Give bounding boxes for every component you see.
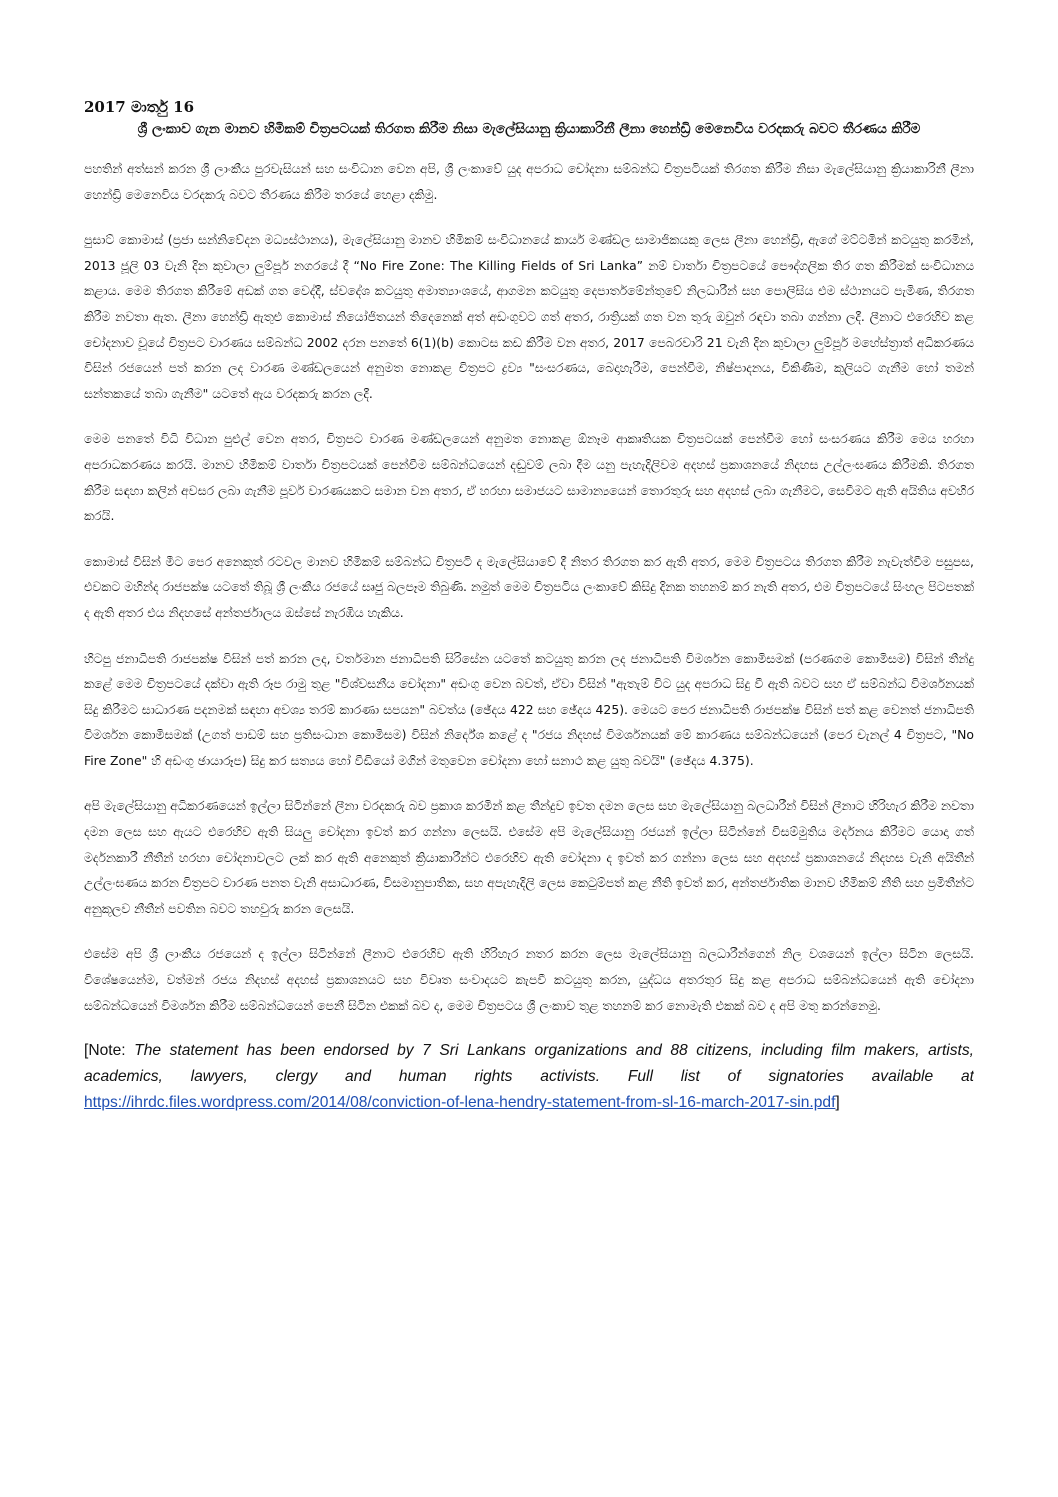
paragraph-3: මෙම පනතේ විධි විධාන පුළුල් වෙන අතර, චිත්‍රපට වාරණ මණ්ඩලයෙන් අනුමත නොකළ ඕනෑම ආකෘතියක චිත්‍රපටයක් පෙන්වීම හෝ සංසරණය කිරීම මෙය හරහා අපරාධකරණය කරයි. මානව හිමිකම් වාර්තා චිත්‍රපටයක් පෙන්වීම සම්බන්ධයෙන් දඬුවම් ලබා දීම යනු පැහැදිලිවම අදහස් ප්‍රකාශනයේ නිදහස උල්ලංඝණය කිරීමකි. තිරගත කිරීම සඳහා කලින් අවසර ලබා ගැනීම පූර්ව වාරණයකට සමාන වන අතර, ඒ හරහා සමාජයට සාමාන්‍යයෙන් තොරතුරු සහ අදහස් ලබා ගැනීමට, සෙවීමට ඇති අයිතිය අවහිර කරයි.	[84, 431, 974, 524]
paragraph-7: එසේම අපි ශ්‍රී ලාංකීය රජයෙන් ද ඉල්ලා සිටින්නේ ලීනාට එරෙහිව ඇති හිරිහැර නතර කරන ලෙස මැලේසියානු බලධාරීන්ගෙන් නිල වශයෙන් ඉල්ලා සිටින ලෙසයි. විශේෂයෙන්ම, වත්මන් රජය නිදහස් අදහස් ප්‍රකාශනයට සහ විවෘත සංවාදයට කැපවී කටයුතු කරන, යුද්ධය අතරතුර සිදු කළ අපරාධ සම්බන්ධයෙන් ඇති චෝදනා සම්බන්ධයෙන් විමර්ශන කිරීම සම්බන්ධයෙන් පෙනී සිටින එකක් බව ද, මෙම චිත්‍රපටය ශ්‍රී ලංකාව තුළ තහනම් කර නොමැති එකක් බව ද අපි මතු කරන්නෙමු.	[84, 946, 974, 1013]
signatories-link[interactable]: https://ihrdc.files.wordpress.com/2014/08/conviction-of-lena-hendry-statement-from-sl-16-march-2017-sin.pdf	[84, 1094, 836, 1112]
document-page	[84, 96, 974, 1466]
paragraph-5: හිටපු ජනාධිපති රාජපක්ෂ විසින් පත් කරන ලද, වර්තමාන ජනාධිපති සිරිසේන යටතේ කටයුතු කරන ලද ජනාධිපති විමර්ශන කොමිසමක් (පරණගම කොමිසම) විසින් තීන්දු කළේ මෙම චිත්‍රපටයේ දක්වා ඇති රූප රාමු තුළ "විශ්වසනීය චෝදනා" අඩංගු වෙන බවත්, ඒවා විසින් "ඇතැම් විට යුද අපරාධ සිදු වී ඇති බවට සහ ඒ සම්බන්ධ විමර්ශනයක් සිදු කිරීමට සාධාරණ පදනමක් සඳහා අවශ්‍ය තරම් කාරණා සපයන" බවත්ය (ඡේදය 422 සහ ඡේදය 425). මෙයට පෙර ජනාධිපති රාජපක්ෂ විසින් පත් කළ වෙනත් ජනාධිපති විමර්ශන කොමිසමක් (උගත් පාඩම් සහ ප්‍රතිසංධාන කොමිසම) විසින් නිර්දේශ කළේ ද "රජය නිදහස් විමර්ශනයක් මේ කාරණය සම්බන්ධයෙන් (පෙර චැනල් 4 චිත්‍රපට, "No Fire Zone" හි අඩංගු ඡායාරූප) සිදු කර සත්‍යය හෝ වීඩියෝ මගින් මතුවෙන චෝදනා හෝ සනාථ කළ යුතු බවයි" (ඡේදය 4.375).	[84, 650, 974, 768]
statement-date: 2017 මාර්තු 16	[84, 98, 195, 116]
paragraph-1: පහතින් අත්සන් කරන ශ්‍රී ලාංකීය පුරවැසියන් සහ සංවිධාන වෙන අපි, ශ්‍රී ලංකාවේ යුද අපරාධ චෝදනා සම්බන්ධ චිත්‍රපටියක් තිරගත කිරීම නිසා මැලේසියානු ක්‍රියාකාරිනී ලීනා හෙන්ඩ්‍රි මෙනෙවිය වරදකරු බවට තීරණය කිරීම තරයේ හෙළා දකිමු.	[84, 161, 974, 202]
note-close: ]	[835, 1094, 840, 1112]
note-body: The statement has been endorsed by 7 Sri Lankans organizations and 88 citizens, including film makers, artists, academics, lawyers, clergy and human rights activists. Full list of signatories available at	[84, 1042, 974, 1086]
paragraph-6: අපි මැලේසියානු අධිකරණයෙන් ඉල්ලා සිටින්නේ ලීනා වරදකරු බව ප්‍රකාශ කරමින් කළ තීන්දුව ඉවත දමන ලෙස සහ මැලේසියානු බලධාරීන් විසින් ලීනාට හිරිහැර කිරීම නවතා දමන ලෙස සහ ඇයට එරෙහිව ඇති සියලු චෝදනා ඉවත් කර ගන්නා ලෙසයි. එසේම අපි මැලේසියානු රජයන් ඉල්ලා සිටින්නේ විසම්මුතිය මර්දනය කිරීමට යොදා ගත් මර්දනකාරී නීතීන් හරහා චෝදනාවලට ලක් කර ඇති අනෙකුත් ක්‍රියාකාරීන්ට එරෙහිව ඇති චෝදනා ද ඉවත් කර ගන්නා ලෙස සහ අදහස් ප්‍රකාශනයේ නිදහස වැනි අයිතීන් උල්ලංඝණය කරන චිත්‍රපට වාරණ පනත වැනි අසාධාරණ, විසමානුපාතික, සහ අපැහැදිලි ලෙස කෙටුම්පත් කළ නීති ඉවත් කර, අන්තර්ජාතික මානව හිමිකම් නීති සහ ප්‍රමිතීන්ට අනුකූලව නීතීන් පවතින බවට තහවුරු කරන ලෙසයි.	[84, 798, 974, 916]
paragraph-4: කොමාස් විසින් මීට පෙර අනෙකුත් රටවල මානව හිමිකම් සම්බන්ධ චිත්‍රපටි ද මැලේසියාවේ දී නිතර තිරගත කර ඇති අතර, මෙම චිත්‍රපටය තිරගත කිරීම නැවැත්වීම පසුපස, එවකට මහින්ද රාජපක්ෂ යටතේ තිබූ ශ්‍රී ලංකීය රජයේ සෘජු බලපෑම තිබුණි. නමුත් මෙම චිත්‍රපටිය ලංකාවේ කිසිදු දිනක තහනම් කර නැති අතර, එම චිත්‍රපටයේ සිංහල පිටපතක් ද ඇති අතර එය නිදහසේ අන්තර්ජාලය ඔස්සේ නැරඹිය හැකිය.	[84, 553, 974, 620]
note-open: [Note:	[84, 1042, 135, 1060]
endorsement-note	[84, 1038, 974, 1116]
paragraph-2: පුසාට් කොමාස් (ප්‍රජා සන්නිවේදන මධ්‍යස්ථානය), මැලේසියානු මානව හිමිකම් සංවිධානයේ කාර්ය මණ්ඩල සාමාජිකයකු ලෙස ලීනා හෙන්ඩ්‍රි, ඇගේ මට්ටමින් කටයුතු කරමින්, 2013 ජූලි 03 වැනි දින කුවාලා ලුම්පූර් නගරයේ දී “No Fire Zone: The Killing Fields of Sri Lanka” නම් වාර්තා චිත්‍රපටයේ පෞද්ගලික තිර ගත කිරීමක් සංවිධානය කළාය. මෙම තිරගත කිරීමේ අඩක් ගත වෙද්දී, ස්වදේශ කටයුතු අමාත්‍යාංශයේ, ආගමන කටයුතු දෙපාර්තමේන්තුවේ නිලධාරීන් සහ පොලිසිය එම ස්ථානයට පැමිණ, තිරගත කිරීම නවතා ඇත. ලීනා හෙන්ඩ්‍රි ඇතුළු කොමාස් නියෝජිතයන් තිදෙනෙක් අත් අඩංගුවට ගත් අතර, රාත්‍රියක් ගත වන තුරු ඔවුන් රඳවා තබා ගන්නා ලදී. ලීනාට එරෙහිව කළ චෝදනාව වූයේ චිත්‍රපට වාරණය සම්බන්ධ 2002 දරන පනතේ 6(1)(b) කොටස කඩ කිරීම වන අතර, 2017 පෙබරවාරි 21 වැනි දින කුවාලා ලුම්පූර් මහේස්ත්‍රාත් අධිකරණය විසින් රජයෙන් පත් කරන ලද වාරණ මණ්ඩලයෙන් අනුමත නොකළ චිත්‍රපට ද්‍රව්‍ය "සංසරණය, බෙදාහැරීම, පෙන්වීම, නිෂ්පාදනය, විකිණීම, කුලියට ගැනීම හෝ තමන් සන්තකයේ තබා ගැනීම" යටතේ ඇය වරදකරු කරන ලදී.	[84, 232, 974, 401]
statement-title: ශ්‍රී ලංකාව ගැන මානව හිමිකම් චිත්‍රපටයක් තිරගත කිරීම නිසා මැලේසියානු ක්‍රියාකාරිනී ලීනා හෙන්ඩ්‍රි මෙනෙවිය වරදකරු බවට තීරණය කිරීම	[137, 121, 921, 137]
